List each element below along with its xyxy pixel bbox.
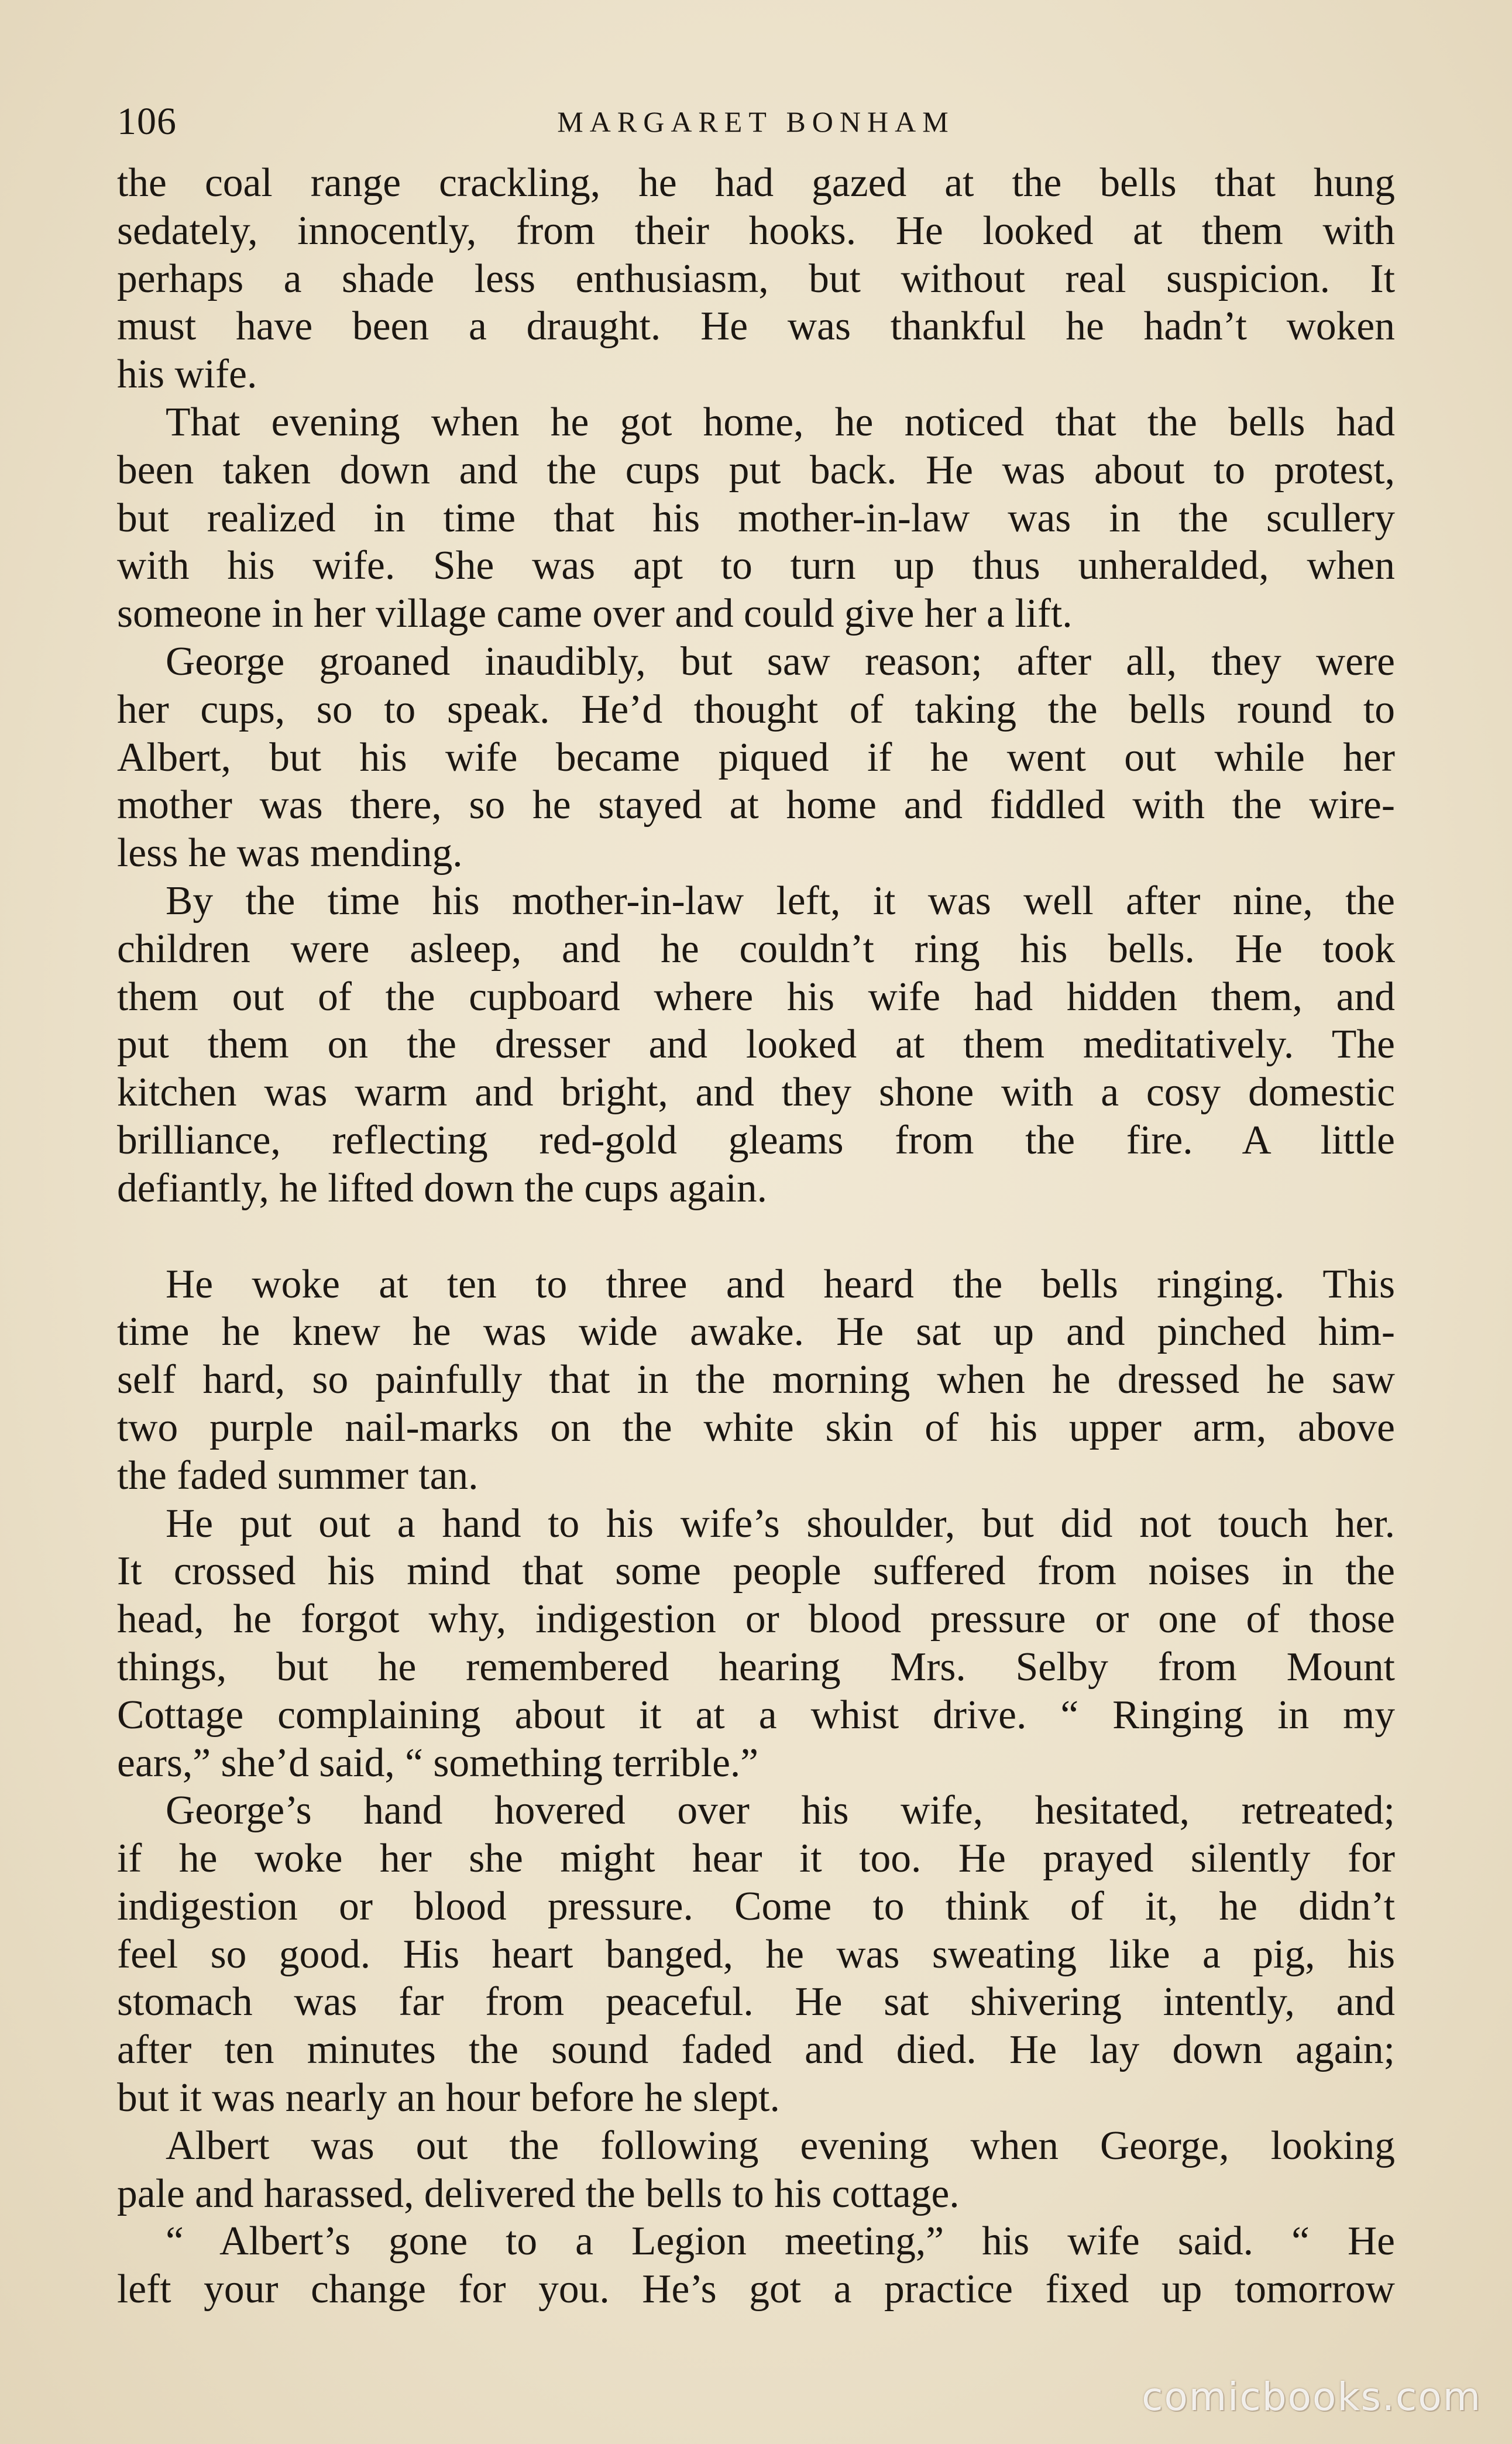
text-line: must have been a draught. He was thankful he hadn’t woken bbox=[117, 304, 1395, 349]
paragraph bbox=[117, 638, 1395, 877]
paragraph bbox=[117, 877, 1395, 1213]
text-line: pale and harassed, delivered the bells to his cottage. bbox=[117, 2171, 960, 2216]
text-line: ears,” she’d said, “ something terrible.” bbox=[117, 1740, 759, 1786]
text-line: two purple nail-marks on the white skin of his upper arm, above bbox=[117, 1405, 1395, 1450]
text-line: someone in her village came over and could give her a lift. bbox=[117, 591, 1073, 637]
paragraph bbox=[117, 2122, 1395, 2218]
text-line: George groaned inaudibly, but saw reason; after all, they were bbox=[166, 639, 1395, 684]
text-line: sedately, innocently, from their hooks. He looked at them with bbox=[117, 208, 1395, 253]
text-line: things, but he remembered hearing Mrs. Selby from Mount bbox=[117, 1644, 1395, 1690]
paragraph bbox=[117, 1787, 1395, 2122]
text-line: By the time his mother-in-law left, it was well after nine, the bbox=[166, 878, 1395, 924]
text-line: It crossed his mind that some people suffered from noises in the bbox=[117, 1549, 1395, 1594]
text-line: Cottage complaining about it at a whist drive. “ Ringing in my bbox=[117, 1692, 1395, 1738]
text-line: stomach was far from peaceful. He sat shivering intently, and bbox=[117, 1979, 1395, 2025]
text-line: Albert was out the following evening when George, looking bbox=[166, 2123, 1395, 2168]
text-line: indigestion or blood pressure. Come to think of it, he didn’t bbox=[117, 1883, 1395, 1929]
text-line: put them on the dresser and looked at them meditatively. The bbox=[117, 1022, 1395, 1067]
text-line: them out of the cupboard where his wife had hidden them, and bbox=[117, 974, 1395, 1020]
text-line: the faded summer tan. bbox=[117, 1453, 479, 1498]
text-line: his wife. bbox=[117, 352, 257, 397]
section-break bbox=[117, 1213, 1395, 1261]
text-line: That evening when he got home, he noticed that the bells had bbox=[166, 399, 1395, 445]
paragraph bbox=[117, 2218, 1395, 2313]
text-line: mother was there, so he stayed at home and fiddled with the wire- bbox=[117, 782, 1395, 828]
paragraph bbox=[117, 1261, 1395, 1500]
text-line: head, he forgot why, indigestion or blood pressure or one of those bbox=[117, 1597, 1395, 1642]
text-line: He woke at ten to three and heard the bells ringing. This bbox=[166, 1261, 1395, 1307]
text-line: time he knew he was wide awake. He sat up and pinched him- bbox=[117, 1309, 1395, 1355]
text-line: if he woke her she might hear it too. He prayed silently for bbox=[117, 1836, 1395, 1882]
text-line: Albert, but his wife became piqued if he went out while her bbox=[117, 734, 1395, 780]
paragraph bbox=[117, 159, 1395, 399]
watermark: comicbooks.com bbox=[1142, 2374, 1482, 2419]
text-line: the coal range crackling, he had gazed at the bells that hung bbox=[117, 160, 1395, 205]
text-line: feel so good. His heart banged, he was sweating like a pig, his bbox=[117, 1931, 1395, 1977]
text-line: perhaps a shade less enthusiasm, but without real suspicion. It bbox=[117, 256, 1395, 301]
text-line: but realized in time that his mother-in-law was in the scullery bbox=[117, 495, 1395, 541]
text-line: less he was mending. bbox=[117, 830, 463, 876]
text-line: kitchen was warm and bright, and they shone with a cosy domestic bbox=[117, 1070, 1395, 1115]
text-line: after ten minutes the sound faded and died. He lay down again; bbox=[117, 2027, 1395, 2073]
running-head bbox=[117, 92, 1395, 151]
text-line: been taken down and the cups put back. He was about to protest, bbox=[117, 447, 1395, 493]
text-line: left your change for you. He’s got a practice fixed up tomorrow bbox=[117, 2267, 1395, 2312]
text-line: He put out a hand to his wife’s shoulder, but did not touch her. bbox=[166, 1501, 1395, 1546]
text-line: brilliance, reflecting red-gold gleams from the fire. A little bbox=[117, 1117, 1395, 1163]
body-text bbox=[117, 159, 1395, 2313]
paragraph bbox=[117, 399, 1395, 638]
running-title: MARGARET BONHAM bbox=[557, 105, 955, 138]
text-line: but it was nearly an hour before he slept. bbox=[117, 2075, 780, 2121]
text-line: self hard, so painfully that in the morning when he dressed he saw bbox=[117, 1357, 1395, 1403]
page-number: 106 bbox=[117, 100, 177, 143]
text-line: defiantly, he lifted down the cups again. bbox=[117, 1165, 768, 1211]
text-line: with his wife. She was apt to turn up thus unheralded, when bbox=[117, 543, 1395, 589]
paragraph bbox=[117, 1500, 1395, 1787]
text-line: George’s hand hovered over his wife, hesitated, retreated; bbox=[166, 1788, 1395, 1834]
text-line: her cups, so to speak. He’d thought of taking the bells round to bbox=[117, 686, 1395, 732]
text-line: “ Albert’s gone to a Legion meeting,” his wife said. “ He bbox=[166, 2219, 1395, 2264]
text-line: children were asleep, and he couldn’t ring his bells. He took bbox=[117, 926, 1395, 972]
